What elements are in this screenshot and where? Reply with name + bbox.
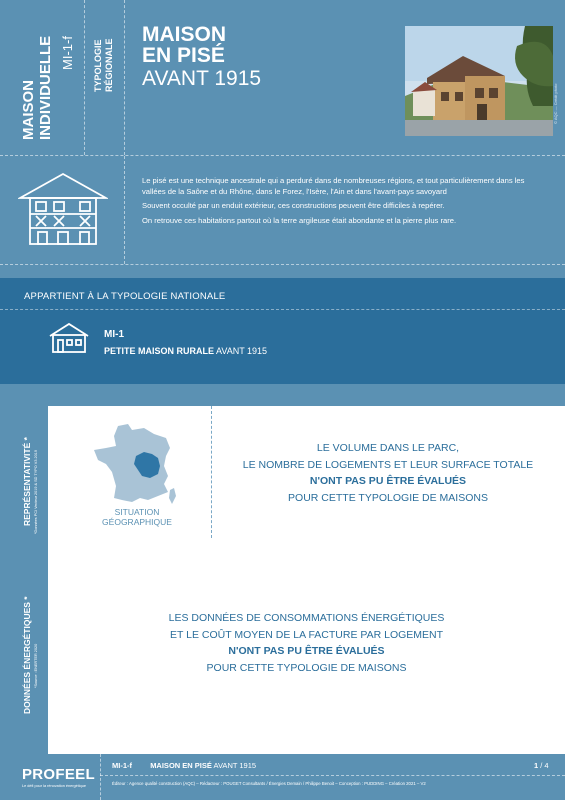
typology-label xyxy=(93,38,115,92)
house-photo-image xyxy=(405,26,553,136)
small-house-svg xyxy=(48,322,90,354)
energie-line4: POUR CETTE TYPOLOGIE DE MAISONS xyxy=(206,661,407,674)
map-caption-line1: SITUATION xyxy=(114,507,160,517)
national-typology-band xyxy=(0,278,565,384)
intro-paragraph-3: On retrouve ces habitations partout où la terre argileuse était abondante et la pierre plus rare. xyxy=(142,215,457,225)
national-code: MI-1 xyxy=(104,329,124,340)
house-photo xyxy=(405,26,553,136)
representativite-message xyxy=(211,440,565,506)
title-line2: EN PISÉ xyxy=(142,44,225,67)
footer-title-bold: MAISON EN PISÉ xyxy=(150,761,212,770)
representativite-label: REPRÉSENTATIVITÉ * xyxy=(22,437,32,526)
energie-line1: LES DONNÉES DE CONSOMMATIONS ÉNERGÉTIQUES xyxy=(168,612,445,624)
house-drawing-icon xyxy=(18,172,108,255)
energie-panel xyxy=(48,538,565,754)
representativite-line4: POUR CETTE TYPOLOGIE DE MAISONS xyxy=(288,491,488,504)
national-divider xyxy=(0,309,565,310)
energie-note: *Source : ENERTER 2020 xyxy=(34,643,38,688)
footer-divider xyxy=(100,754,101,800)
national-name-rest: AVANT 1915 xyxy=(214,346,268,356)
header-section xyxy=(0,0,565,155)
house-drawing-svg xyxy=(18,172,108,250)
representativite-note: *Données PCI Vecteur 2019 & SD TYPO V3 2019 xyxy=(34,450,38,534)
intro-divider xyxy=(124,156,125,264)
page-title xyxy=(142,24,261,91)
small-house-icon xyxy=(48,322,90,359)
national-name xyxy=(104,346,267,356)
profeel-tagline: Le défi pour la rénovation énergétique xyxy=(22,784,86,788)
page-total: / 4 xyxy=(540,761,549,770)
representativite-line2: LE NOMBRE DE LOGEMENTS ET LEUR SURFACE TOTALE xyxy=(242,458,534,471)
footer xyxy=(0,754,565,800)
footer-code: MI-1-f xyxy=(112,761,132,770)
header-divider-1 xyxy=(84,0,85,155)
representativite-line3: N'ONT PAS PU ÊTRE ÉVALUÉS xyxy=(309,475,467,487)
energie-sidebar xyxy=(0,538,48,754)
footer-title-rest: AVANT 1915 xyxy=(211,761,257,770)
typology-code: MI-1-f xyxy=(60,36,75,70)
map-caption-line2: GÉOGRAPHIQUE xyxy=(102,516,172,527)
category-label xyxy=(20,36,54,140)
energie-line2: ET LE COÛT MOYEN DE LA FACTURE PAR LOGEMENT xyxy=(169,628,444,641)
footer-credits: Éditeur : Agence qualité construction (AQC) – Rédacteur : POUGET Consultants / Énergies Demain / Philippe Benoit – Conception : PUDDING – Création 2021 – V2 xyxy=(112,781,426,786)
france-map xyxy=(92,420,182,515)
representativite-panel xyxy=(48,406,565,538)
energie-message xyxy=(48,610,565,676)
header-divider-2 xyxy=(124,0,125,155)
footer-title-row xyxy=(112,761,256,770)
intro-text xyxy=(142,176,532,226)
title-line3: AVANT 1915 xyxy=(142,67,262,90)
page-current: 1 xyxy=(534,761,539,770)
map-caption xyxy=(88,508,186,527)
typology-line1: TYPOLOGIE xyxy=(93,39,103,92)
typology-line2: RÉGIONALE xyxy=(104,38,114,92)
energie-line3: N'ONT PAS PU ÊTRE ÉVALUÉS xyxy=(228,645,385,657)
category-line2: INDIVIDUELLE xyxy=(37,35,54,140)
category-line1: MAISON xyxy=(20,80,37,140)
title-line1: MAISON xyxy=(142,23,226,46)
representativite-sidebar xyxy=(0,406,48,538)
intro-bottom-divider xyxy=(0,264,565,265)
photo-credit: © AQC — Crédit photo xyxy=(553,83,558,124)
representativite-line1: LE VOLUME DANS LE PARC, xyxy=(316,442,460,454)
page-number xyxy=(534,761,549,770)
footer-rule xyxy=(100,775,565,776)
energie-label: DONNÉES ÉNERGÉTIQUES * xyxy=(22,596,32,714)
intro-paragraph-1: Le pisé est une technique ancestrale qui a perduré dans de nombreuses régions, et tout particulièrement dans les vallées de la Saône et du Rhône, dans le Forez, l'Isère, l'Ain et dans l'avant-pays savoyard xyxy=(142,176,525,196)
profeel-logo: PROFEEL xyxy=(22,766,95,783)
national-name-bold: PETITE MAISON RURALE xyxy=(104,346,215,356)
france-map-svg xyxy=(92,420,182,510)
intro-paragraph-2: Souvent occulté par un enduit extérieur, ces constructions peuvent être difficiles à repérer. xyxy=(142,201,445,210)
intro-section xyxy=(0,156,565,264)
national-heading: APPARTIENT À LA TYPOLOGIE NATIONALE xyxy=(24,291,226,302)
